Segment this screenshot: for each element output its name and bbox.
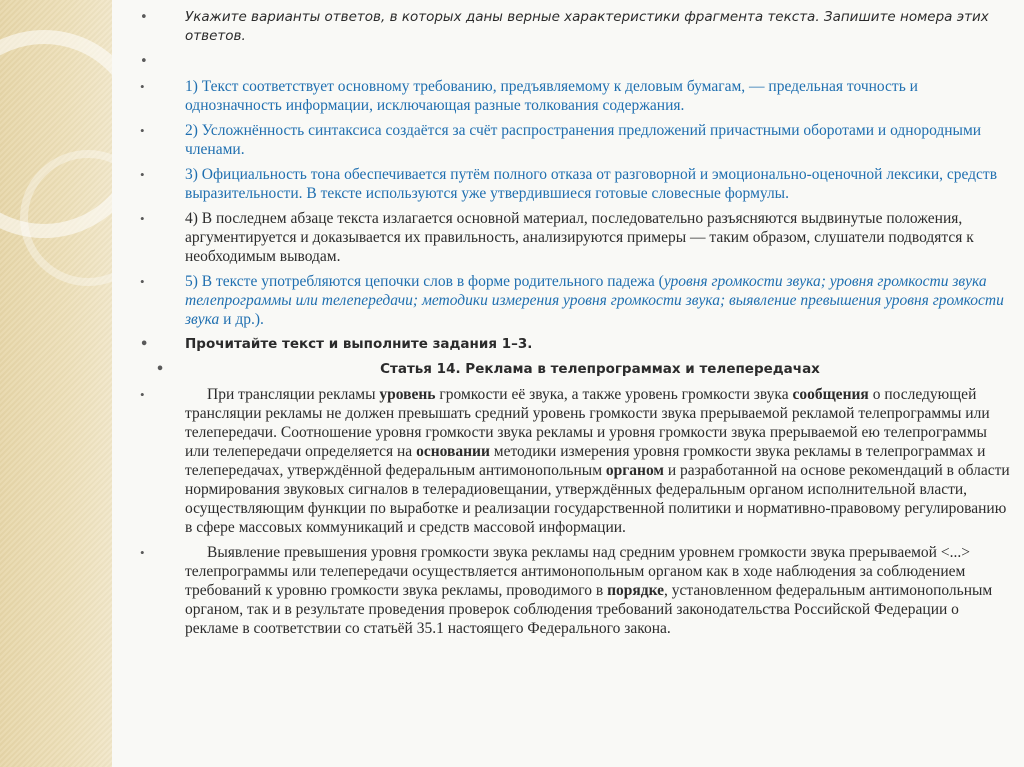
bullet-list — [140, 8, 1015, 638]
paragraph-text: методики измерения уровня громкости звука рекламы в телепрограммах и телепередачах, утверждённой федеральным антимонопольным — [185, 443, 986, 479]
bullet-icon: • — [140, 167, 145, 182]
option-text: 1) Текст соответствует основному требованию, предъявляемому к деловым бумагам, — предельная точность и однозначность информации, исключающая разные толкования содержания. — [185, 78, 918, 114]
article-paragraph-2 — [140, 543, 1015, 638]
slide-content — [140, 8, 1015, 644]
option-item — [140, 209, 1015, 266]
option-item — [140, 121, 1015, 159]
bullet-icon: • — [140, 337, 149, 352]
instruction-text: Укажите варианты ответов, в которых даны верные характеристики фрагмента текста. Запишите номера этих ответов. — [185, 9, 989, 44]
paragraph-text: и разработанной на основе рекомендаций в области нормирования звуковых сигналов в телерадиовещании, утверждённых федеральным органом исполнительной власти, осуществляющим функции по выработке и реализации государственной политики и нормативно-правовому регулированию в сфере массовых коммуникаций и средств массовой информации. — [185, 462, 1010, 536]
paragraph-text: Выявление превышения уровня громкости звука рекламы над средним уровнем громкости звука прерываемой <...> телепрограммы или телепередачи осуществляется антимонопольным органом как в ходе наблюдения за соблюдением требований к уровню громкости звука рекламы, проводимого в — [185, 544, 970, 599]
empty-line — [185, 53, 190, 69]
bullet-icon: • — [140, 387, 145, 402]
paragraph-text: громкости её звука, а также уровень громкости звука — [435, 386, 793, 403]
slide-page — [112, 0, 1024, 767]
paragraph-text: о последующей трансляции рекламы не должен превышать средний уровень громкости звука прерываемой рекламой телепрограммы или телепередачи. Соотношение уровня громкости звука рекламы и уровня громкости звука прерываемой ею телепрограммы или телепередачи определяется на — [185, 386, 990, 460]
paragraph-bold: порядке — [607, 582, 665, 599]
paragraph-bold: органом — [605, 462, 664, 479]
instruction-item — [140, 8, 1015, 46]
paragraph-bold: сообщения — [792, 386, 869, 403]
decorative-left-strip — [0, 0, 112, 767]
bullet-icon: • — [140, 123, 145, 138]
option-5-suffix: и др.). — [219, 311, 264, 328]
empty-bullet-item — [140, 52, 1015, 71]
bullet-icon: • — [140, 79, 145, 94]
paragraph-bold: основании — [416, 443, 490, 460]
option-item — [140, 165, 1015, 203]
option-text: 4) В последнем абзаце текста излагается основной материал, последовательно разъясняются выдвинутые положения, аргументируется и доказывается их правильность, анализируются примеры — таким образом, слушатели подводятся к необходимым выводам. — [185, 210, 974, 265]
article-paragraph-1 — [140, 385, 1015, 537]
article-title-item — [140, 360, 1015, 379]
task-heading: Прочитайте текст и выполните задания 1–3. — [185, 336, 533, 352]
bullet-icon: • — [140, 274, 145, 289]
paragraph-text: , установленном федеральным антимонопольным органом, так и в результате проведения проверок соблюдения требований законодательства Российской Федерации о рекламе в соответствии со статьёй 35.1 настоящего Федерального закона. — [185, 582, 993, 637]
article-title: Статья 14. Реклама в телепрограммах и телепередачах — [380, 361, 820, 377]
option-item — [140, 272, 1015, 329]
paragraph-text: При трансляции рекламы — [207, 386, 380, 403]
option-text: 3) Официальность тона обеспечивается путём полного отказа от разговорной и эмоционально-оценочной лексики, средств выразительности. В тексте используются уже утвердившиеся готовые словесные формулы. — [185, 166, 998, 202]
bullet-icon: • — [140, 10, 148, 25]
option-item — [140, 77, 1015, 115]
task-heading-item — [140, 335, 1015, 354]
bullet-icon: • — [155, 362, 165, 377]
bullet-icon: • — [140, 545, 145, 560]
option-5-italic: уровня громкости звука; уровня громкости звука телепрограммы или телепередачи; методики измерения уровня громкости звука; выявление превышения уровня громкости звука — [185, 273, 1004, 328]
bullet-icon: • — [140, 211, 145, 226]
option-5-prefix: 5) В тексте употребляются цепочки слов в форме родительного падежа ( — [185, 273, 664, 290]
option-text: 2) Усложнённость синтаксиса создаётся за счёт распространения предложений причастными оборотами и однородными членами. — [185, 122, 982, 158]
bullet-icon: • — [140, 54, 148, 69]
paragraph-bold: уровень — [379, 386, 436, 403]
